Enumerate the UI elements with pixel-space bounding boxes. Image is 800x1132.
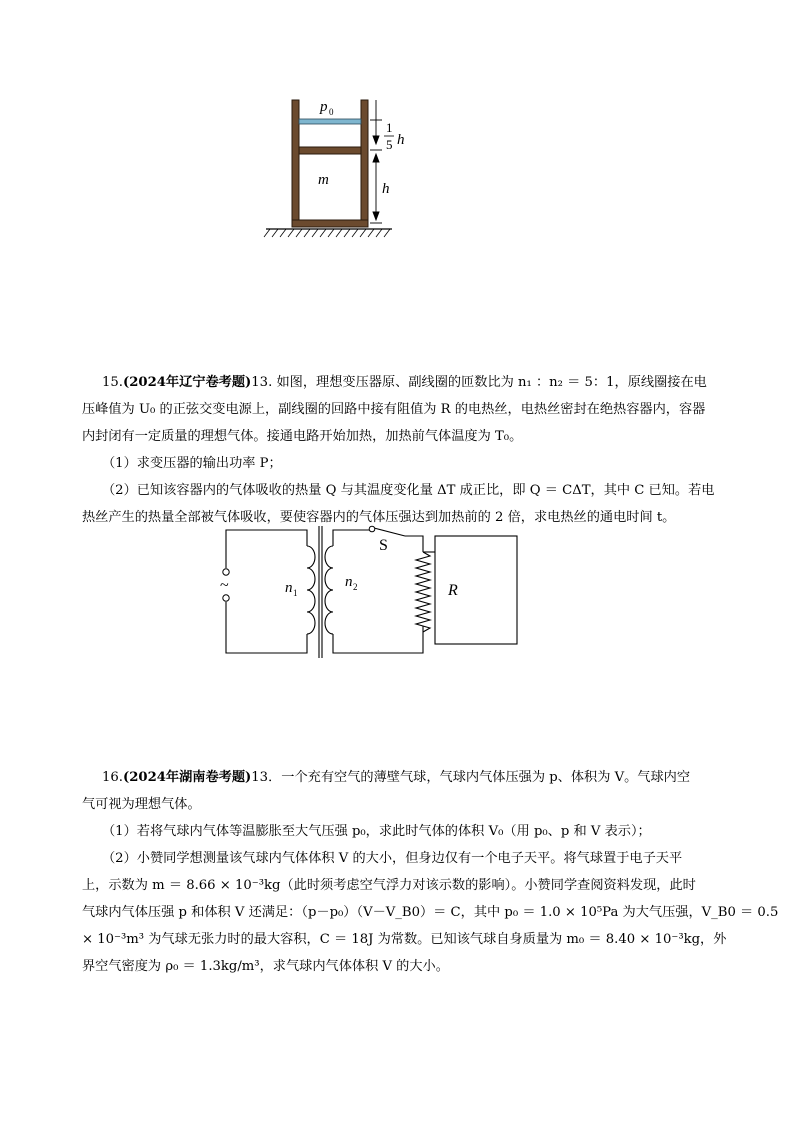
label-fraction-num: 1	[386, 120, 393, 135]
q16-part2-line2: 上，示数为 m ＝ 8.66 × 10⁻³kg（此时须考虑空气浮力对该示数的影响）。小赞同学查阅资料发现，此时	[82, 878, 696, 893]
label-p0-sub: 0	[329, 107, 334, 117]
q16-part2-line3: 气球内气体压强 p 和体积 V 还满足：（p－p₀）（V－V_B0）＝ C，其中 p₀ ＝ 1.0 × 10⁵Pa 为大气压强，V_B0 ＝ 0.5	[82, 905, 779, 920]
q16-part2-line1: （2）小赞同学想测量该气球内气体体积 V 的大小，但身边仅有一个电子天平。将气球置于电子天平	[102, 851, 683, 866]
q15-line1-text: 13. 如图，理想变压器原、副线圈的匝数比为 n₁ ：n₂ ＝ 5：1，原线圈接在电	[251, 375, 707, 390]
label-n2-sub: 2	[353, 582, 358, 592]
q16-part1: （1）若将气球内气体等温膨胀至大气压强 p₀，求此时气体的体积 V₀（用 p₀、p 和 V 表示）；	[102, 824, 651, 839]
q16-line1	[82, 764, 722, 791]
q16-line1-text: 13．一个充有空气的薄壁气球，气球内气体压强为 p、体积为 V。气球内空	[251, 770, 691, 785]
label-n2: n	[345, 574, 353, 590]
q15-line1	[82, 369, 722, 396]
q15-part1: （1）求变压器的输出功率 P；	[102, 456, 282, 471]
q16-part2-line5: 界空气密度为 ρ₀ ＝ 1.3kg/m³，求气球内气体体积 V 的大小。	[82, 959, 449, 974]
q16-number: 16.	[102, 770, 123, 785]
label-source: ~	[220, 577, 229, 594]
label-n1: n	[285, 580, 293, 596]
q15-number: 15.	[102, 375, 123, 390]
label-fraction-den: 5	[386, 137, 393, 152]
label-fraction-h: h	[397, 132, 405, 148]
label-m: m	[318, 172, 329, 188]
question-15	[82, 369, 722, 531]
q15-line2: 压峰值为 U₀ 的正弦交变电源上，副线圈的回路中接有阻值为 R 的电热丝，电热丝密封在绝热容器内，容器	[82, 402, 706, 417]
label-resistor-r: R	[448, 582, 458, 599]
label-p0: p	[320, 99, 328, 115]
transformer-circuit-figure	[215, 522, 525, 662]
q16-part2-line4: × 10⁻³m³ 为气球无张力时的最大容积，C ＝ 18J 为常数。已知该气球自身质量为 m₀ ＝ 8.40 × 10⁻³kg，外	[82, 932, 727, 947]
label-switch-s: S	[379, 537, 388, 554]
q15-line3: 内封闭有一定质量的理想气体。接通电路开始加热，加热前气体温度为 T₀。	[82, 429, 523, 444]
label-h: h	[382, 181, 390, 197]
q16-source: (2024年湖南卷考题)	[122, 770, 252, 785]
q15-part2-line1: （2）已知该容器内的气体吸收的热量 Q 与其温度变化量 ΔT 成正比，即 Q ＝ CΔT，其中 C 已知。若电	[102, 483, 715, 498]
q15-part2-line2: 热丝产生的热量全部被气体吸收，要使容器内的气体压强达到加热前的 2 倍，求电热丝的通电时间 t。	[82, 510, 676, 525]
question-16	[82, 764, 779, 980]
q16-line2: 气可视为理想气体。	[82, 797, 201, 812]
cylinder-figure	[260, 92, 420, 242]
q15-source: (2024年辽宁卷考题)	[122, 375, 252, 390]
label-n1-sub: 1	[293, 588, 298, 598]
